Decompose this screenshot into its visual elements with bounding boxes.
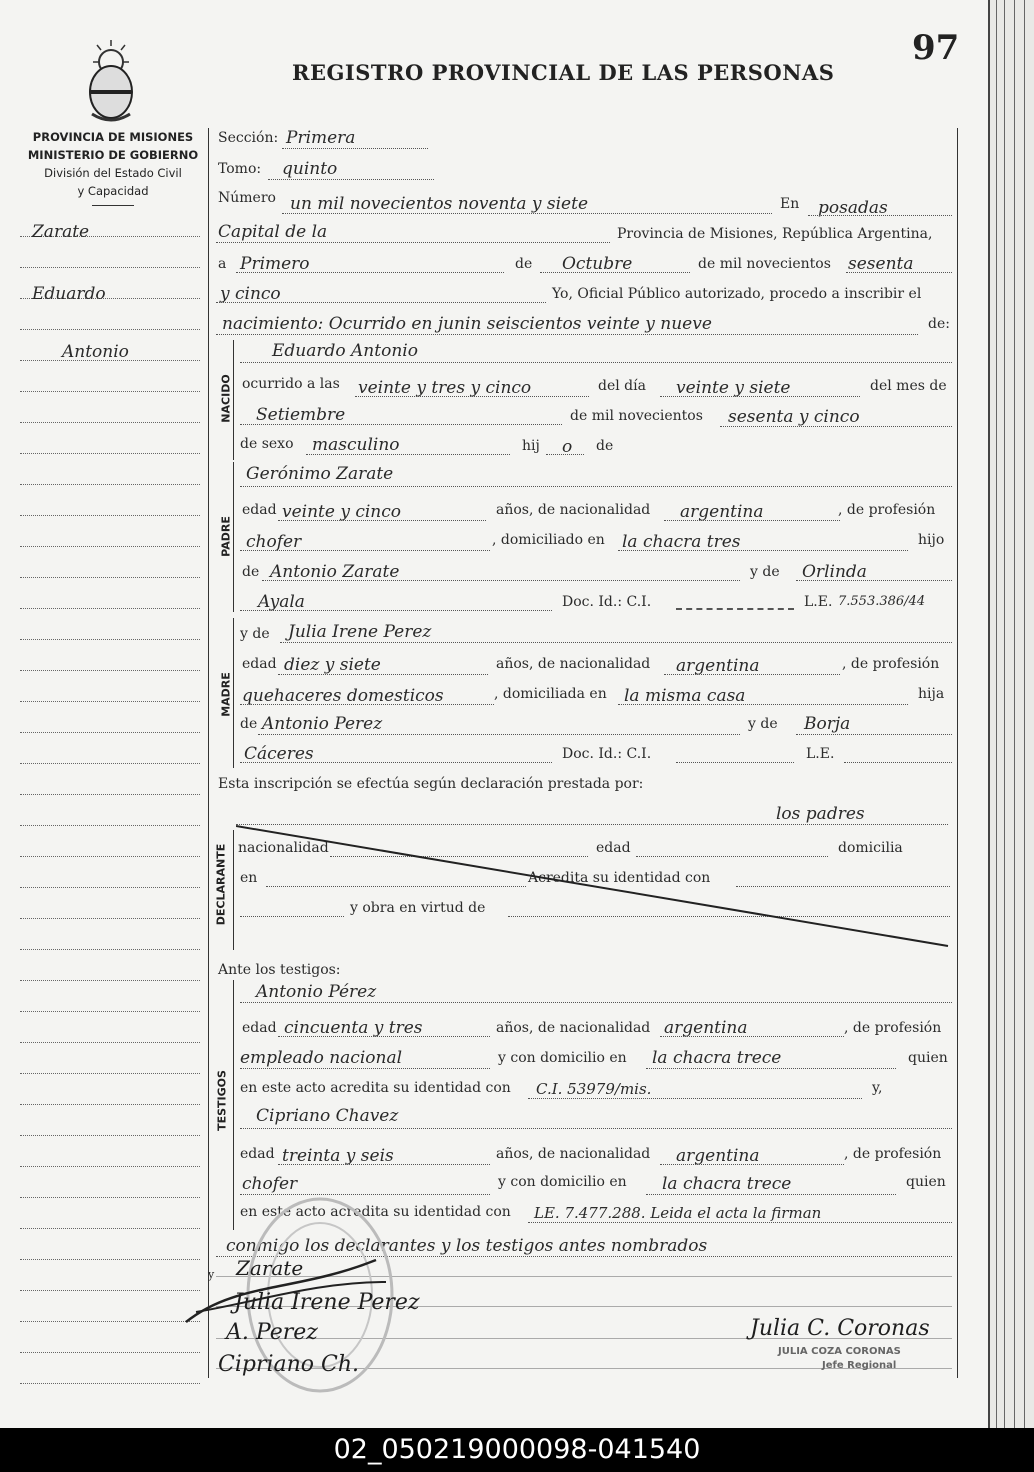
t2-domicilio: la chacra trece — [662, 1174, 792, 1194]
margin-line — [20, 980, 200, 981]
abuelo-materno: Antonio Perez — [262, 714, 383, 734]
field-line — [618, 550, 908, 551]
margin-line — [20, 887, 200, 888]
field-line — [306, 454, 510, 455]
padre-nacionalidad: argentina — [680, 502, 764, 522]
signature-julia-perez: Julia Irene Perez — [234, 1290, 420, 1315]
declarante-nacionalidad-label: nacionalidad — [238, 840, 329, 856]
padre-le: 7.553.386/44 — [838, 594, 926, 609]
madre-edad: diez y siete — [284, 655, 381, 675]
margin-line — [20, 639, 200, 640]
margin-line — [20, 546, 200, 547]
field-line — [540, 272, 690, 273]
field-line — [528, 1222, 952, 1223]
field-line — [664, 674, 840, 675]
madre-y-de2-label: y de — [748, 716, 778, 732]
signature-a-perez: A. Perez — [226, 1320, 318, 1345]
nacido-dia: veinte y siete — [676, 378, 791, 398]
main-right-border — [957, 128, 958, 1378]
declarante-domicilia-label: domicilia — [838, 840, 903, 856]
provincia-text: Provincia de Misiones, República Argentina, — [617, 226, 933, 242]
field-line — [355, 396, 589, 397]
declarante-en-label: en — [240, 870, 258, 886]
left-header — [18, 128, 208, 200]
madre-nombre: Julia Irene Perez — [288, 622, 432, 642]
madre-le-label: L.E. — [806, 746, 835, 762]
de-mil-label: de mil novecientos — [698, 256, 831, 272]
field-line — [660, 1164, 844, 1165]
abuela-paterna-apellido: Ayala — [258, 592, 305, 612]
testigos-label: TESTIGOS — [215, 1070, 229, 1131]
anio2-value: y cinco — [220, 284, 281, 304]
margin-line — [20, 515, 200, 516]
padre-de-label: de — [242, 564, 260, 580]
abuela-materna-apellido: Cáceres — [244, 744, 314, 764]
ministry-line: MINISTERIO DE GOBIERNO — [27, 148, 199, 162]
sexo-label: de sexo — [240, 436, 294, 452]
field-line — [280, 642, 952, 643]
t2-domicilio-label: y con domicilio en — [498, 1174, 627, 1190]
madre-doc-label: Doc. Id.: C.I. — [562, 746, 652, 762]
field-line — [846, 272, 952, 273]
de-label: de — [515, 256, 533, 272]
padre-edad: veinte y cinco — [282, 502, 402, 522]
image-code-footer: 02_050219000098-041540 — [0, 1428, 1034, 1472]
oficial-text: Yo, Oficial Público autorizado, procedo a inscribir el — [552, 286, 922, 302]
margin-line — [20, 1321, 200, 1322]
t1-edad: cincuenta y tres — [284, 1018, 423, 1038]
field-line — [618, 704, 908, 705]
inscribe-value: nacimiento: Ocurrido en junin seiscientos veinte y nueve — [222, 314, 712, 334]
field-line — [278, 520, 486, 521]
madre-profesion: quehaceres domesticos — [242, 686, 444, 706]
field-line — [240, 486, 952, 487]
margin-line — [20, 918, 200, 919]
margin-line — [20, 1259, 200, 1260]
t1-profesion-label: , de profesión — [844, 1020, 942, 1036]
page-number: 97 — [912, 28, 960, 68]
t2-profesion-label: , de profesión — [844, 1146, 942, 1162]
y-mark: y — [208, 1268, 215, 1281]
tomo-value: quinto — [282, 159, 338, 179]
declaracion-text: Esta inscripción se efectúa según declaración prestada por: — [218, 776, 644, 792]
t1-profesion: empleado nacional — [240, 1048, 403, 1068]
t2-acredita: LE. 7.477.288. Leida el acta la firman — [534, 1204, 822, 1222]
hij-value: o — [562, 437, 573, 457]
field-line — [240, 424, 562, 425]
t1-domicilio-label: y con domicilio en — [498, 1050, 627, 1066]
t1-domicilio: la chacra trece — [652, 1048, 782, 1068]
nacido-anio: sesenta y cinco — [728, 407, 860, 427]
margin-line — [20, 794, 200, 795]
margin-line — [20, 484, 200, 485]
nacido-de-mil-label: de mil novecientos — [570, 408, 703, 424]
padre-le-label: L.E. — [804, 594, 833, 610]
nacido-nombre: Eduardo Antonio — [272, 341, 418, 361]
signature-oficial: Julia C. Coronas — [750, 1316, 930, 1341]
t2-edad-label: edad — [240, 1146, 275, 1162]
t2-anios-label: años, de nacionalidad — [496, 1146, 651, 1162]
numero-label: Número — [218, 190, 276, 206]
field-line — [720, 426, 952, 427]
edge-strip — [1004, 0, 1005, 1428]
field-line — [268, 179, 434, 180]
hija-label: hija — [918, 686, 945, 702]
field-line — [796, 734, 952, 735]
margin-line — [20, 1073, 200, 1074]
margin-surname: Zarate — [32, 222, 90, 242]
nacido-hora: veinte y tres y cinco — [358, 378, 532, 398]
t1-acredita: C.I. 53979/mis. — [536, 1080, 652, 1098]
padre-nombre: Gerónimo Zarate — [246, 464, 394, 484]
hij-label: hij — [522, 438, 540, 454]
edge-strip — [1014, 0, 1015, 1428]
margin-line — [20, 1166, 200, 1167]
field-line — [236, 272, 504, 273]
field-line — [844, 762, 952, 763]
coat-of-arms-icon — [80, 40, 142, 124]
t2-quien-label: quien — [906, 1174, 946, 1190]
en-label: En — [780, 196, 800, 212]
section-border — [233, 830, 234, 950]
anio1-value: sesenta — [848, 254, 914, 274]
padre-edad-label: edad — [242, 502, 277, 518]
padre-label: PADRE — [219, 516, 233, 557]
field-line — [216, 302, 546, 303]
edge-strip — [1024, 0, 1025, 1428]
signature-cipriano: Cipriano Ch. — [218, 1352, 360, 1377]
t1-quien-label: quien — [908, 1050, 948, 1066]
field-line — [240, 1068, 490, 1069]
margin-line — [20, 701, 200, 702]
margin-name2: Antonio — [62, 342, 129, 362]
padre-y-de-label: y de — [750, 564, 780, 580]
field-line — [646, 1194, 896, 1195]
nacido-mes: Setiembre — [256, 405, 346, 425]
madre-nacionalidad: argentina — [676, 656, 760, 676]
book-edge — [988, 0, 1034, 1428]
field-line — [660, 396, 860, 397]
margin-line — [20, 453, 200, 454]
field-line — [240, 1002, 952, 1003]
margin-line — [20, 1042, 200, 1043]
t1-nombre: Antonio Pérez — [256, 982, 377, 1002]
margin-line — [20, 825, 200, 826]
margin-line — [20, 732, 200, 733]
ocurrido-label: ocurrido a las — [242, 376, 340, 392]
section-border — [233, 462, 234, 612]
field-line — [528, 1098, 862, 1099]
field-line — [240, 1128, 952, 1129]
mes-value: Octubre — [562, 254, 633, 274]
margin-line — [20, 422, 200, 423]
seccion-value: Primera — [286, 128, 356, 148]
field-line — [240, 550, 490, 551]
t2-acredita-label: en este acto acredita su identidad con — [240, 1204, 511, 1220]
declarante-obra-label: y obra en virtud de — [350, 900, 486, 916]
del-mes-label: del mes de — [870, 378, 947, 394]
field-line — [676, 762, 794, 763]
madre-profesion-label: , de profesión — [842, 656, 940, 672]
margin-line — [20, 763, 200, 764]
ante-testigos-label: Ante los testigos: — [218, 962, 341, 978]
madre-de-label: de — [240, 716, 258, 732]
oficial-stamp-name: JULIA COZA CORONAS — [778, 1346, 901, 1357]
declarante-label: DECLARANTE — [214, 843, 228, 926]
nacido-de-label: de — [596, 438, 614, 454]
field-line — [664, 520, 840, 521]
padre-domicilio-label: , domiciliado en — [492, 532, 605, 548]
margin-line — [20, 949, 200, 950]
declaracion-por: los padres — [776, 804, 865, 824]
field-line — [660, 1036, 844, 1037]
field-line — [240, 362, 952, 363]
hijo-label: hijo — [918, 532, 945, 548]
section-border — [233, 340, 234, 460]
madre-y-de-label: y de — [240, 626, 270, 642]
padre-domicilio: la chacra tres — [622, 532, 741, 552]
section-border — [233, 618, 234, 768]
declarante-edad-label: edad — [596, 840, 631, 856]
field-line — [240, 610, 552, 611]
t2-edad: treinta y seis — [282, 1146, 394, 1166]
field-line — [282, 148, 428, 149]
abuela-paterna: Orlinda — [802, 562, 867, 582]
padre-profesion-label: , de profesión — [838, 502, 936, 518]
field-line — [240, 704, 494, 705]
nacido-label: NACIDO — [219, 374, 233, 423]
field-line — [278, 1036, 490, 1037]
madre-label: MADRE — [219, 672, 233, 717]
margin-line — [20, 1383, 200, 1384]
margin-line — [20, 1011, 200, 1012]
signature-zarate: Zarate — [236, 1256, 304, 1280]
abuela-materna: Borja — [804, 714, 851, 734]
division-line: División del Estado Civil — [44, 166, 182, 180]
main-left-border — [208, 128, 209, 1378]
t2-profesion: chofer — [242, 1174, 298, 1194]
edge-strip — [996, 0, 997, 1428]
field-line — [278, 674, 488, 675]
t1-nacionalidad: argentina — [664, 1018, 748, 1038]
margin-line — [20, 577, 200, 578]
nacido-sexo: masculino — [312, 435, 400, 455]
numero-value: un mil novecientos noventa y siete — [290, 194, 588, 214]
abuelo-paterno: Antonio Zarate — [270, 562, 400, 582]
margin-line — [20, 856, 200, 857]
field-line — [216, 334, 918, 335]
t1-acredita-label: en este acto acredita su identidad con — [240, 1080, 511, 1096]
de-colon-label: de: — [928, 316, 950, 332]
madre-edad-label: edad — [242, 656, 277, 672]
header-underline — [92, 205, 134, 206]
del-dia-label: del día — [598, 378, 646, 394]
padre-anios-label: años, de nacionalidad — [496, 502, 651, 518]
field-line — [676, 608, 794, 610]
margin-name1: Eduardo — [32, 284, 106, 304]
margin-line — [20, 391, 200, 392]
field-line — [808, 215, 952, 216]
cierre-text: conmigo los declarantes y los testigos antes nombrados — [226, 1236, 708, 1256]
field-line — [262, 580, 740, 581]
t1-anios-label: años, de nacionalidad — [496, 1020, 651, 1036]
margin-line — [20, 1290, 200, 1291]
madre-domicilio-label: , domiciliada en — [494, 686, 607, 702]
field-line — [796, 580, 952, 581]
padre-profesion: chofer — [246, 532, 302, 552]
margin-line — [20, 329, 200, 330]
margin-line — [20, 1104, 200, 1105]
oficial-stamp-title: Jefe Regional — [822, 1360, 897, 1371]
t1-edad-label: edad — [242, 1020, 277, 1036]
lugar-value: Capital de la — [218, 222, 328, 242]
field-line — [258, 734, 740, 735]
margin-line — [20, 1135, 200, 1136]
margin-line — [20, 1197, 200, 1198]
padre-doc-label: Doc. Id.: C.I. — [562, 594, 652, 610]
t2-nacionalidad: argentina — [676, 1146, 760, 1166]
field-line — [278, 1164, 490, 1165]
en-value: posadas — [818, 198, 888, 218]
margin-line — [20, 1228, 200, 1229]
t2-nombre: Cipriano Chavez — [256, 1106, 399, 1126]
dia-value: Primero — [240, 254, 310, 274]
margin-line — [20, 267, 200, 268]
province-line: PROVINCIA DE MISIONES — [32, 130, 194, 144]
page-title: REGISTRO PROVINCIAL DE LAS PERSONAS — [292, 60, 835, 85]
field-line — [216, 242, 610, 243]
declarante-acredita-label: Acredita su identidad con — [528, 870, 711, 886]
t1-y-label: y, — [872, 1080, 883, 1096]
declarante-crossout — [236, 824, 950, 950]
madre-domicilio: la misma casa — [624, 686, 746, 706]
margin-line — [20, 1352, 200, 1353]
tomo-label: Tomo: — [218, 161, 262, 177]
margin-line — [20, 670, 200, 671]
seccion-label: Sección: — [218, 130, 279, 146]
field-line — [240, 762, 552, 763]
margin-line — [20, 608, 200, 609]
madre-anios-label: años, de nacionalidad — [496, 656, 651, 672]
field-line — [646, 1068, 896, 1069]
field-line — [546, 454, 584, 455]
field-line — [282, 213, 772, 214]
a-label: a — [218, 256, 227, 272]
capacity-line: y Capacidad — [77, 184, 149, 198]
section-border — [233, 980, 234, 1230]
